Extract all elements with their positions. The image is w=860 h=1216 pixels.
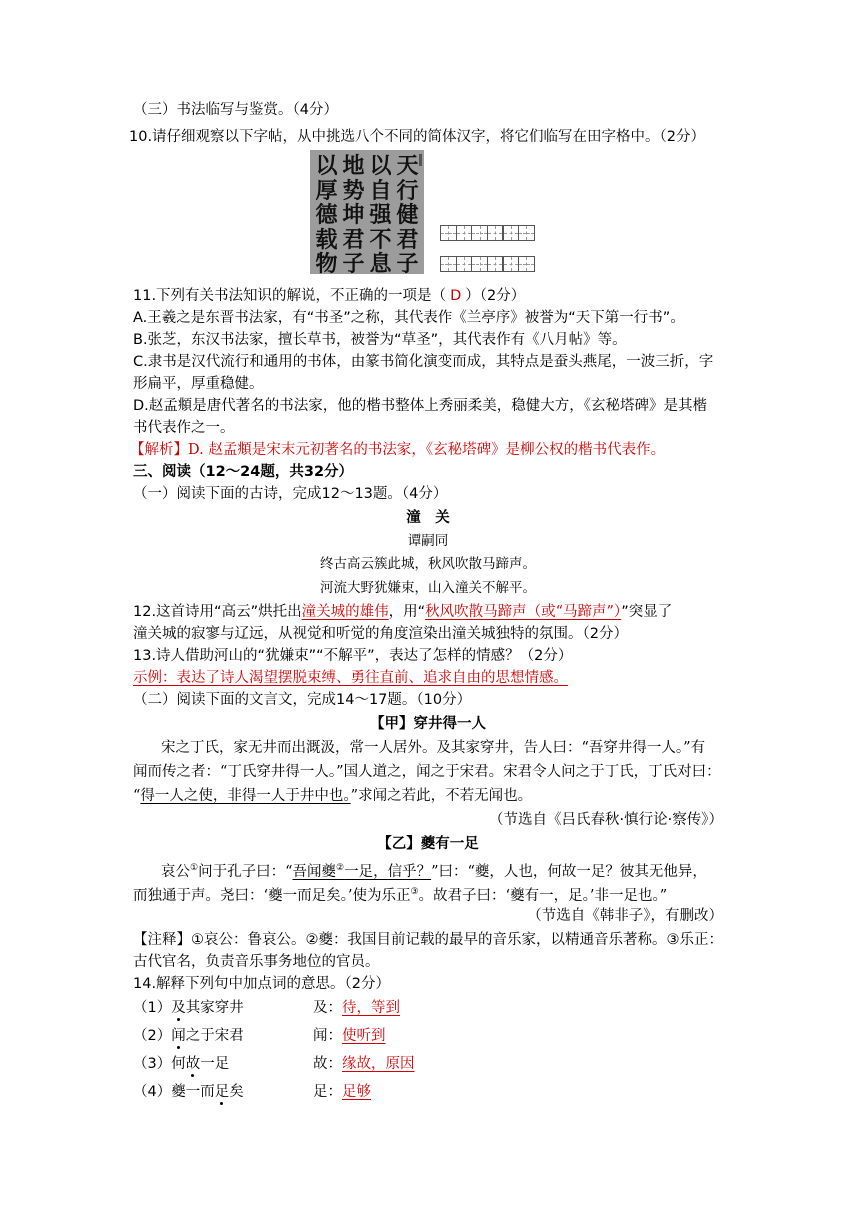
q14-item-4-answer: 足：足够 <box>313 1084 371 1100</box>
question-11-stem: 11.下列有关书法知识的解说，不正确的一项是（ D ）（2分） <box>133 288 526 304</box>
question-14-stem: 14.解释下列句中加点词的意思。（2分） <box>133 976 391 992</box>
passage-yi-title: 【乙】夔有一足 <box>377 836 479 852</box>
passage-yi-line-1: 哀公①问于孔子曰：“吾闻夔②一足，信乎？”曰：“夔，人也，何故一足？彼其无他异， <box>161 863 707 880</box>
question-12-answer-1: 潼关城的雄伟 <box>301 604 389 620</box>
question-13-stem: 13.诗人借助河山的“犹嫌束”“不解平”，表达了怎样的情感？（2分） <box>133 648 573 664</box>
option-d-line-1: D.赵孟頫是唐代著名的书法家，他的楷书整体上秀丽柔美，稳健大方，《玄秘塔碑》是其楷 <box>133 398 708 414</box>
passage-jia-source: （节选自《吕氏春秋·慎行论·察传》） <box>489 812 723 828</box>
q14-item-2-answer: 闻：使听到 <box>313 1028 386 1044</box>
option-a: A.王羲之是东晋书法家，有“书圣”之称，其代表作《兰亭序》被誉为“天下第一行书”。 <box>133 310 685 326</box>
q14-item-1-answer: 及：待，等到 <box>313 1000 400 1016</box>
subsection-1-title: （一）阅读下面的古诗，完成12～13题。（4分） <box>133 486 448 502</box>
option-c-line-1: C.隶书是汉代流行和通用的书体，由篆书简化演变而成，其特点是蚕头燕尾，一波三折，字 <box>133 354 714 370</box>
question-13-answer: 示例：表达了诗人渴望摆脱束缚、勇往直前、追求自由的思想情感。 <box>133 670 568 686</box>
passage-yi-line-2: 而独通于声。尧曰：‘夔一而足矣。’使为乐正③。故君子曰：‘夔有一，足。’非一足也。” <box>133 887 668 904</box>
section-3-title: （三）书法临写与鉴赏。（4分） <box>133 102 338 118</box>
tianzige-grid-row-2[interactable] <box>441 256 535 272</box>
poem-line-1: 终古高云簇此城，秋风吹散马蹄声。 <box>320 556 536 572</box>
tianzige-grid-row-1[interactable] <box>441 225 535 241</box>
question-11-analysis: 【解析】D. 赵孟頫是宋末元初著名的书法家，《玄秘塔碑》是柳公权的楷书代表作。 <box>130 442 666 458</box>
seal-mark <box>419 154 422 166</box>
copybook-image <box>310 150 424 277</box>
notes-line-1: 【注释】①哀公：鲁哀公。②夔：我国目前记载的最早的音乐家，以精通音乐著称。③乐正： <box>133 932 723 948</box>
q14-item-4: （4）夔一而足矣 <box>133 1084 244 1100</box>
question-12-line-2: 潼关城的寂寥与辽远，从视觉和听觉的角度渲染出潼关城独特的氛围。（2分） <box>133 626 628 642</box>
question-11-answer: D <box>450 288 462 304</box>
option-b: B.张芝，东汉书法家，擅长草书，被誉为“草圣”，其代表作有《八月帖》等。 <box>133 332 627 348</box>
passage-jia-line-3: “得一人之使，非得一人于井中也。”求闻之若此，不若无闻也。 <box>133 788 533 804</box>
notes-line-2: 古代官名，负责音乐事务地位的官员。 <box>133 954 380 970</box>
q14-item-1: （1）及其家穿井 <box>133 1000 244 1016</box>
option-c-line-2: 形扁平，厚重稳健。 <box>133 376 264 392</box>
copybook-col-4: 以 厚 德 载 物 <box>315 153 338 277</box>
poem-title: 潼 关 <box>406 510 450 526</box>
question-12-answer-2: 秋风吹散马蹄声（或“马蹄声”） <box>425 604 622 620</box>
copybook-col-1: 天 行 健 君 子 <box>396 153 419 277</box>
copybook-col-3: 地 势 坤 君 子 <box>342 153 365 277</box>
copybook-col-2: 以 自 强 不 息 <box>369 153 392 277</box>
poem-line-2: 河流大野犹嫌束，山入潼关不解平。 <box>320 580 536 596</box>
question-12-line-1: 12.这首诗用“高云”烘托出潼关城的雄伟，用“秋风吹散马蹄声（或“马蹄声”）”突显了 <box>133 604 673 620</box>
passage-jia-line-1: 宋之丁氏，家无井而出溉汲，常一人居外。及其家穿井，告人曰：“吾穿井得一人。”有 <box>161 740 706 756</box>
part-3-title: 三、阅读（12～24题，共32分） <box>133 464 354 480</box>
passage-yi-source: （节选自《韩非子》，有删改） <box>527 908 723 924</box>
q14-item-3: （3）何故一足 <box>133 1056 230 1072</box>
question-10: 10.请仔细观察以下字帖，从中挑选八个不同的简体汉字，将它们临写在田字格中。（2分） <box>129 129 706 145</box>
passage-jia-title: 【甲】穿井得一人 <box>370 716 486 732</box>
subsection-2-title: （二）阅读下面的文言文，完成14～17题。（10分） <box>133 692 472 708</box>
poem-author: 谭嗣同 <box>407 533 449 549</box>
q14-item-2: （2）闻之于宋君 <box>133 1028 244 1044</box>
passage-jia-line-2: 闻而传之者：“丁氏穿井得一人。”国人道之，闻之于宋君。宋君令人问之于丁氏，丁氏对曰： <box>133 764 721 780</box>
q14-item-3-answer: 故：缘故，原因 <box>313 1056 415 1072</box>
option-d-line-2: 书代表作之一。 <box>133 420 235 436</box>
passage-jia-underlined-sentence: 得一人之使，非得一人于井中也。 <box>140 788 351 804</box>
